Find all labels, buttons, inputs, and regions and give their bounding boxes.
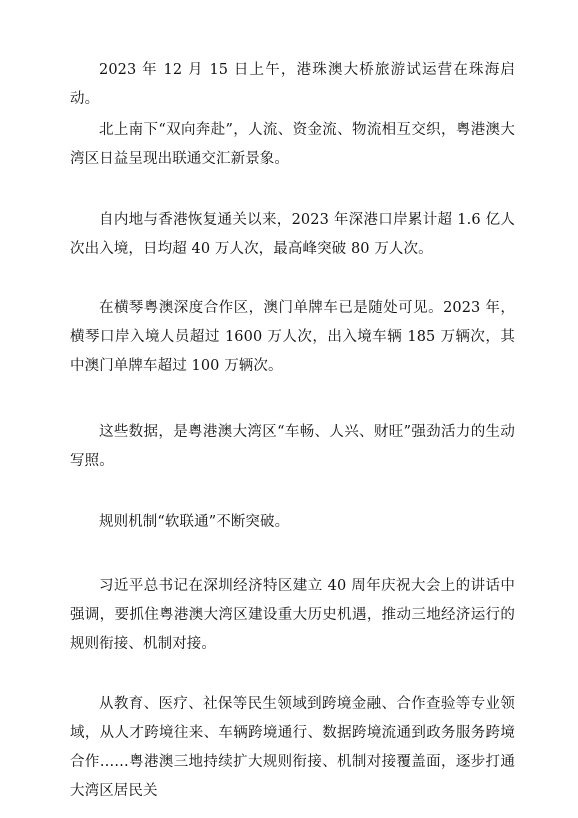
paragraph-two-way-flow: 北上南下“双向奔赴”，人流、资金流、物流相互交织，粤港澳大湾区日益呈现出联通交汇新景象。 (70, 122, 515, 167)
paragraph-data-summary: 这些数据，是粤港澳大湾区“车畅、人兴、财旺”强劲活力的生动写照。 (70, 424, 515, 469)
paragraph-rules-integration: 从教育、医疗、社保等民生领域到跨境金融、合作查验等专业领域，从人才跨境往来、车辆跨境通行、数据跨境流通到政务服务跨境合作……粤港澳三地持续扩大规则衔接、机制对接覆盖面，逐步打通大湾区居民关 (70, 696, 515, 799)
paragraph-xi-speech: 习近平总书记在深圳经济特区建立 40 周年庆祝大会上的讲话中强调，要抓住粤港澳大湾区建设重大历史机遇，推动三地经济运行的规则衔接、机制对接。 (70, 578, 515, 652)
paragraph-hengqin-macao-vehicles: 在横琴粤澳深度合作区，澳门单牌车已是随处可见。2023 年，横琴口岸入境人员超过 1600 万人次，出入境车辆 185 万辆次，其中澳门单牌车超过 100 万辆次。 (70, 300, 515, 374)
paragraph-bridge-tourism: 2023 年 12 月 15 日上午，港珠澳大桥旅游试运营在珠海启动。 (70, 62, 515, 107)
paragraph-soft-connectivity: 规则机制“软联通”不断突破。 (99, 514, 290, 530)
paragraph-shenzhen-hk-ports: 自内地与香港恢复通关以来，2023 年深港口岸累计超 1.6 亿人次出入境，日均超 40 万人次，最高峰突破 80 万人次。 (70, 212, 515, 257)
